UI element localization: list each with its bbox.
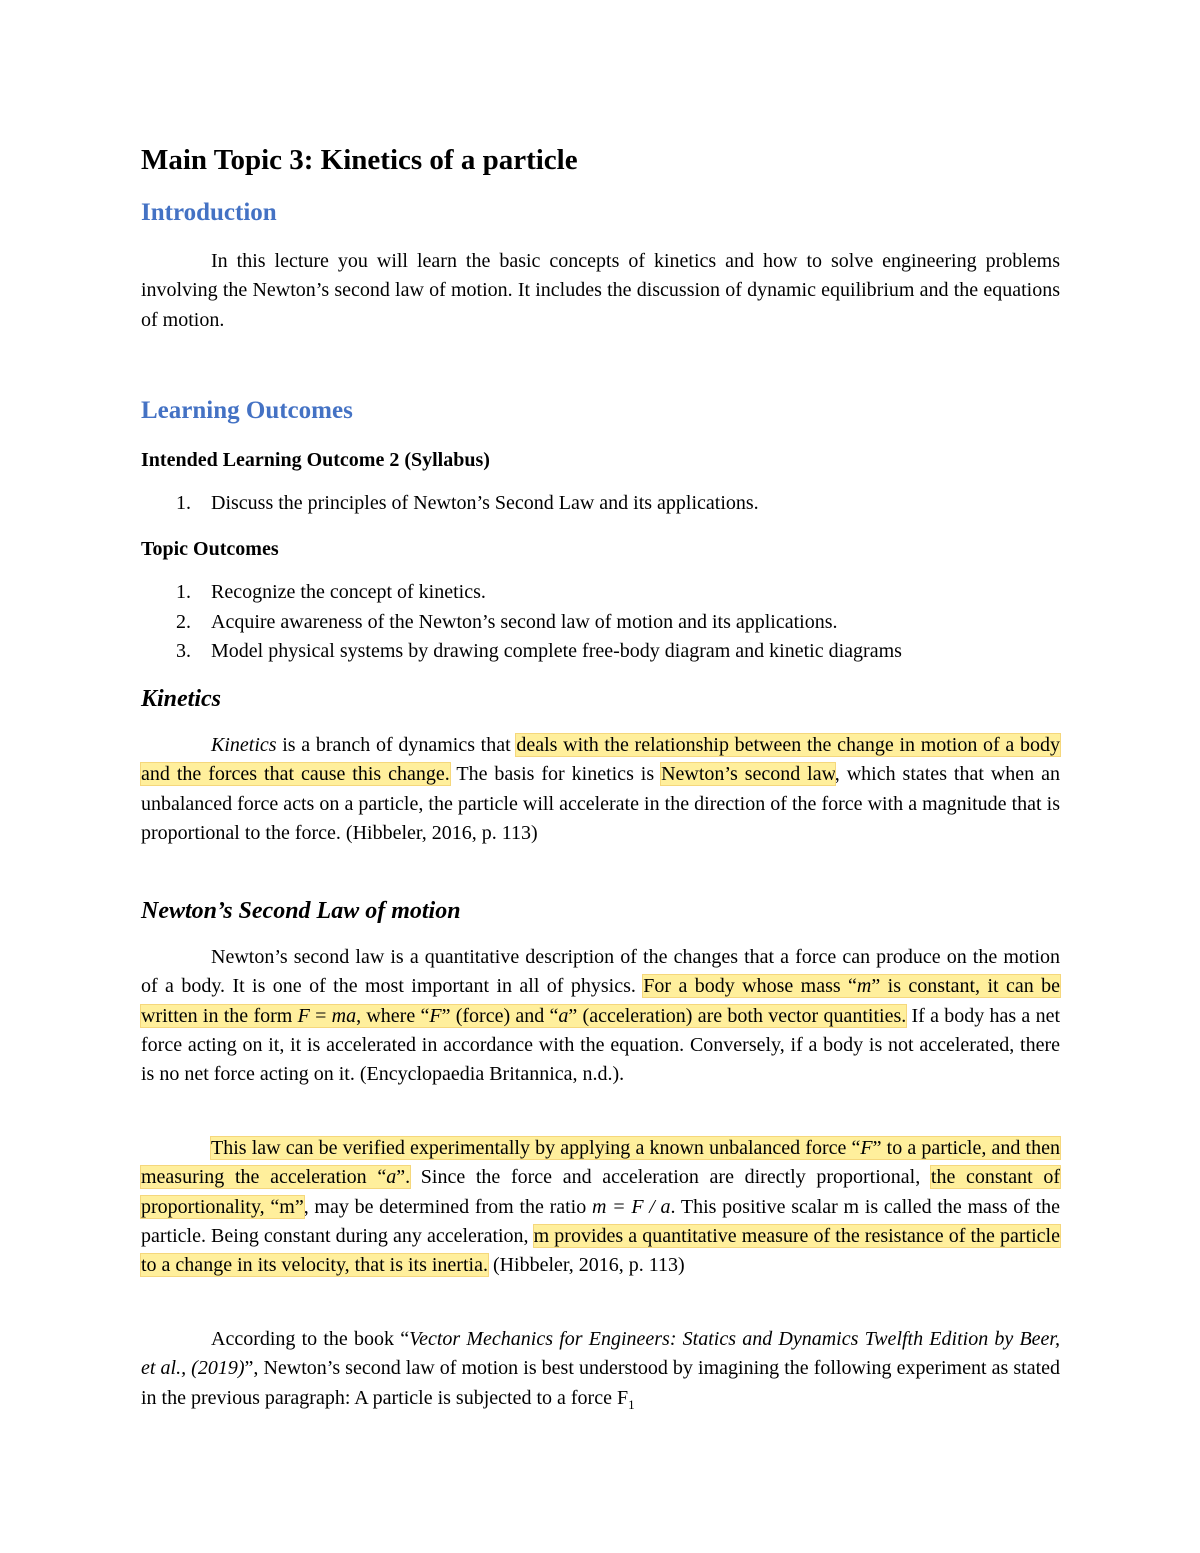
newton-heading: Newton’s Second Law of motion	[141, 898, 461, 924]
introduction-heading: Introduction	[141, 199, 277, 226]
page-title: Main Topic 3: Kinetics of a particle	[141, 144, 578, 176]
list-item: 1. Recognize the concept of kinetics.	[176, 581, 486, 603]
ilo-list	[141, 489, 759, 519]
highlight: m provides a quantitative measure of the resistance of the particle to a change in its velocity, that is its inertia.	[141, 1224, 1060, 1277]
list-item: 1. Discuss the principles of Newton’s Second Law and its applications.	[176, 492, 759, 514]
learning-outcomes-heading: Learning Outcomes	[141, 397, 353, 424]
newton-paragraph-2: This law can be verified experimentally by applying a known unbalanced force “F” to a particle, and then measuring the acceleration “a”. Since the force and acceleration are directly proportional, the constant of proportionality, “m”, may be determined from the ratio m = F / a. This positive scalar m is called the mass of the particle. Being constant during any acceleration, m provides a quantitative measure of the resistance of the particle to a change in its velocity, that is its inertia. (Hibbeler, 2016, p. 113)	[141, 1137, 1061, 1277]
topic-outcomes-list	[141, 578, 902, 667]
highlight: Newton’s second law	[661, 763, 835, 786]
highlight: For a body whose mass “m” is constant, it can be written in the form F = ma, where “F” (force) and “a” (acceleration) are both vector quantities.	[141, 975, 1060, 1027]
introduction-paragraph: In this lecture you will learn the basic concepts of kinetics and how to solve engineering problems involving the Newton’s second law of motion. It includes the discussion of dynamic equilibrium and the equations of motion.	[141, 250, 1060, 331]
kinetics-paragraph: Kinetics is a branch of dynamics that deals with the relationship between the change in motion of a body and the forces that cause this change. The basis for kinetics is Newton’s second law, which states that when an unbalanced force acts on a particle, the particle will accelerate in the direction of the force with a magnitude that is proportional to the force. (Hibbeler, 2016, p. 113)	[141, 734, 1061, 844]
highlight: This law can be verified experimentally by applying a known unbalanced force “F” to a particle, and then measuring the acceleration “a”.	[141, 1137, 1060, 1189]
newton-paragraph-3: According to the book “Vector Mechanics for Engineers: Statics and Dynamics Twelfth Edition by Beer, et al., (2019)”, Newton’s second law of motion is best understood by imagining the following experiment as stated in the previous paragraph: A particle is subjected to a force $F_1$	[141, 1328, 1061, 1412]
ilo-heading: Intended Learning Outcome 2 (Syllabus)	[141, 449, 490, 471]
kinetics-heading: Kinetics	[141, 686, 222, 712]
list-item: 3. Model physical systems by drawing complete free-body diagram and kinetic diagrams	[176, 640, 902, 662]
highlight: the constant of proportionality, “m”	[141, 1166, 1060, 1218]
newton-paragraph-1: Newton’s second law is a quantitative description of the changes that a force can produce on the motion of a body. It is one of the most important in all of physics. For a body whose mass “m” is constant, it can be written in the form F = ma, where “F” (force) and “a” (acceleration) are both vector quantities. If a body has a net force acting on it, it is accelerated in accordance with the equation. Conversely, if a body is not accelerated, there is no net force acting on it. (Encyclopaedia Britannica, n.d.).	[141, 946, 1061, 1086]
highlight: deals with the relationship between the change in motion of a body and the forces that cause this change.	[141, 734, 1060, 786]
list-item: 2. Acquire awareness of the Newton’s second law of motion and its applications.	[176, 610, 838, 633]
topic-outcomes-heading: Topic Outcomes	[141, 538, 279, 560]
